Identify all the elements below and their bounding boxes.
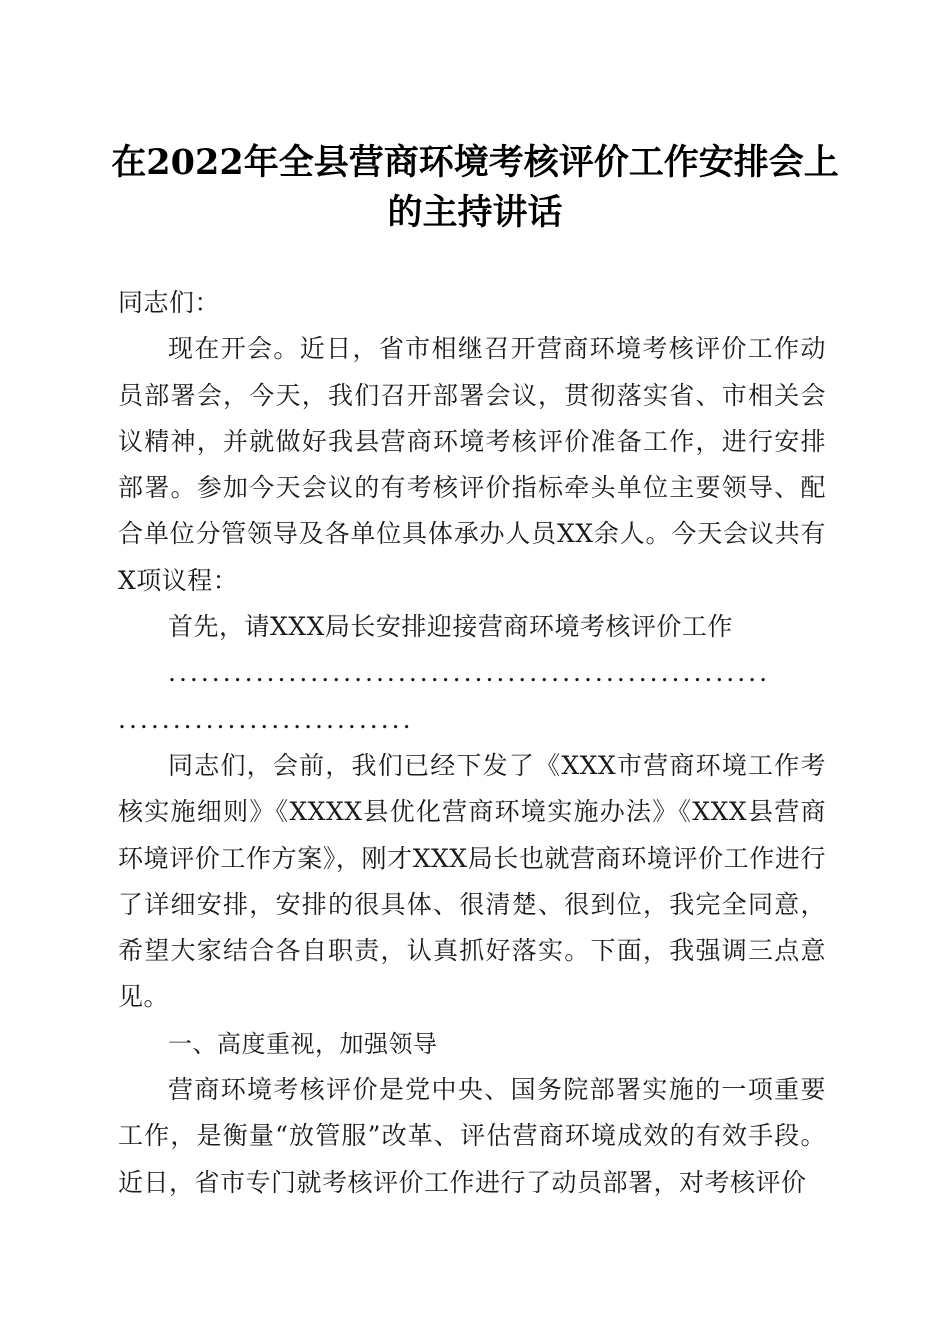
section-heading-1: 一、高度重视，加强领导 [168, 1029, 438, 1058]
salutation: 同志们： [118, 288, 221, 317]
document-title: 在2022年全县营商环境考核评价工作安排会上的主持讲话 [111, 142, 839, 233]
paragraph-agenda-first: 首先，请XXX局长安排迎接营商环境考核评价工作 [168, 612, 733, 642]
ellipsis-line-1: ....................................................... [168, 658, 771, 688]
paragraph-section-1: 营商环境考核评价是党中央、国务院部署实施的一项重要工作，是衡量“放管服”改革、评估营商环境成效的有效手段。近日，省市专门就考核评价工作进行了动员部署，对考核评价 [118, 1075, 826, 1197]
paragraph-remarks: 同志们，会前，我们已经下发了《XXX市营商环境工作考核实施细则》《XXXX县优化营商环境实施办法》《XXX县营商环境评价工作方案》，刚才XXX局长也就营商环境评价工作进行了详细安排，安排的很具体、很清楚、很到位，我完全同意，希望大家结合各自职责，认真抓好落实。下面，我强调三点意见。 [118, 750, 826, 1012]
ellipsis-line-2: ........................... [118, 704, 414, 734]
document-body [118, 280, 826, 1206]
paragraph-opening: 现在开会。近日，省市相继召开营商环境考核评价工作动员部署会，今天，我们召开部署会议，贯彻落实省、市相关会议精神，并就做好我县营商环境考核评价准备工作，进行安排部署。参加今天会议的有考核评价指标牵头单位主要领导、配合单位分管领导及各单位具体承办人员XX余人。今天会议共有X项议程： [118, 334, 826, 595]
